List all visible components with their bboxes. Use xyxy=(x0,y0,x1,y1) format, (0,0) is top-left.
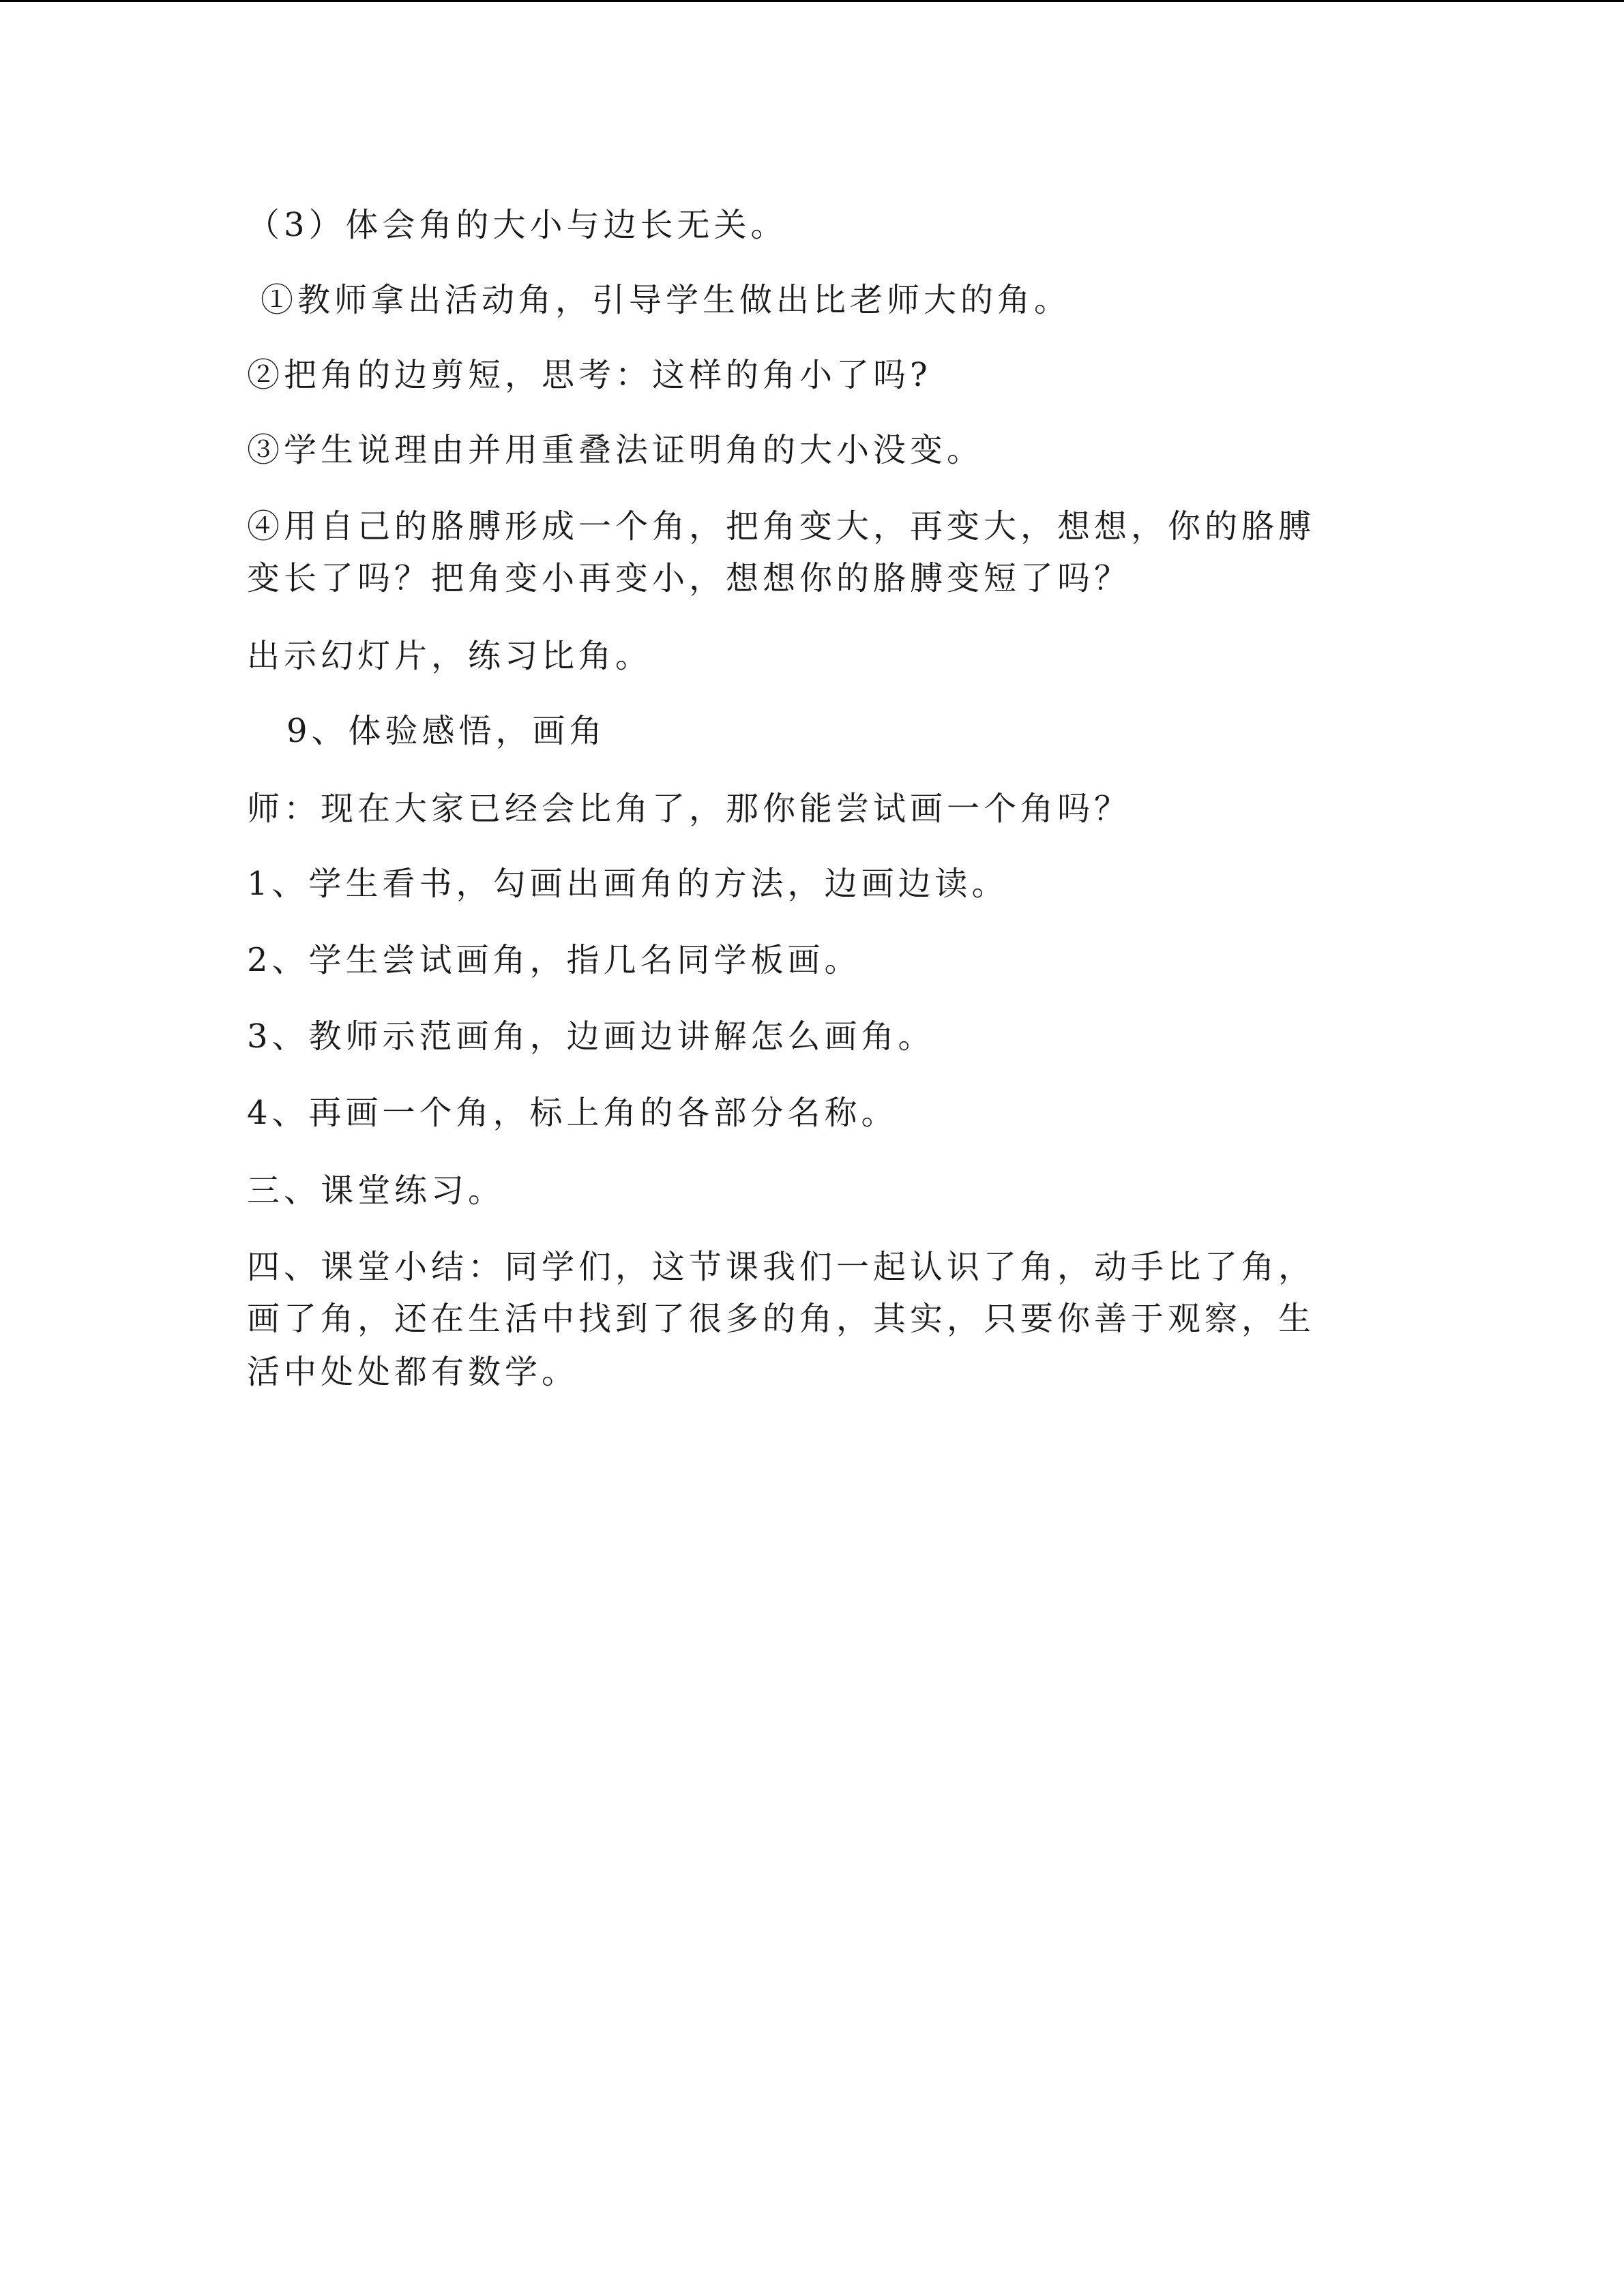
text-line-14: 三、课堂练习。 xyxy=(247,1172,505,1210)
text-line-11: 2、学生尝试画角，指几名同学板画。 xyxy=(247,941,861,979)
text-line-17: 活中处处都有数学。 xyxy=(247,1353,579,1391)
text-line-16: 画了角，还在生活中找到了很多的角，其实，只要你善于观察，生 xyxy=(247,1300,1316,1338)
text-line-15: 四、课堂小结：同学们，这节课我们一起认识了角，动手比了角， xyxy=(247,1248,1316,1286)
text-line-13: 4、再画一个角，标上角的各部分名称。 xyxy=(247,1094,898,1132)
text-line-7: 出示幻灯片，练习比角。 xyxy=(247,637,653,675)
text-line-2: ①教师拿出活动角，引导学生做出比老师大的角。 xyxy=(261,281,1072,319)
text-line-6: 变长了吗？把角变小再变小，想想你的胳膊变短了吗？ xyxy=(247,559,1132,597)
text-line-10: 1、学生看书，勾画出画角的方法，边画边读。 xyxy=(247,865,1009,903)
text-line-8: 9、体验感悟，画角 xyxy=(286,712,606,750)
text-line-3: ②把角的边剪短，思考：这样的角小了吗? xyxy=(247,356,932,394)
text-line-9: 师：现在大家已经会比角了，那你能尝试画一个角吗？ xyxy=(247,790,1132,828)
text-line-12: 3、教师示范画角，边画边讲解怎么画角。 xyxy=(247,1017,935,1056)
text-line-4: ③学生说理由并用重叠法证明角的大小没变。 xyxy=(247,431,984,469)
text-line-1: （3）体会角的大小与边长无关。 xyxy=(247,206,788,244)
text-line-5: ④用自己的胳膊形成一个角，把角变大，再变大，想想，你的胳膊 xyxy=(247,507,1316,546)
